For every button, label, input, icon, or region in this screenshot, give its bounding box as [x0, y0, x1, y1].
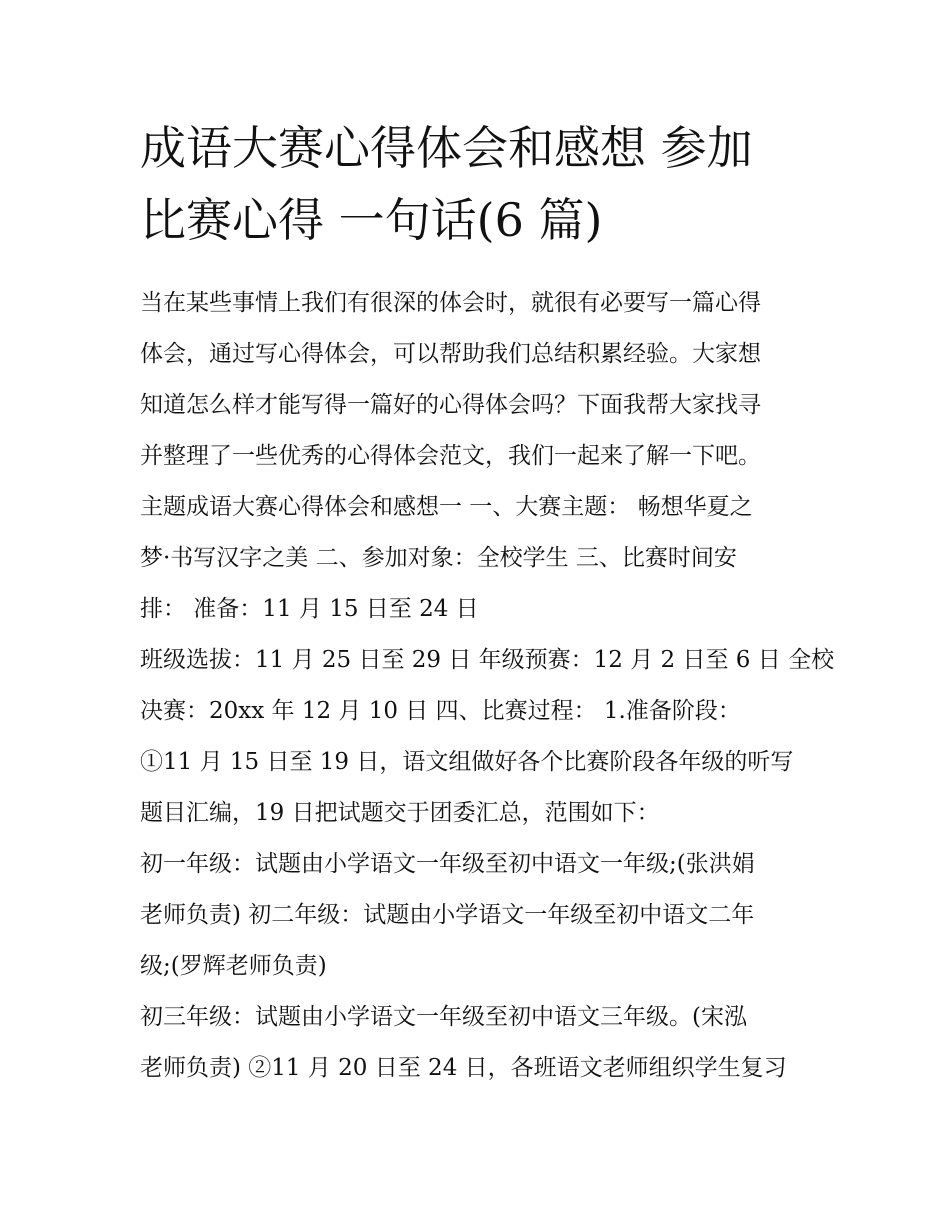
- body-line-13: 老师负责) 初二年级：试题由小学语文一年级至初中语文二年: [140, 902, 755, 928]
- body-line-1: 当在某些事情上我们有很深的体会时，就很有必要写一篇心得: [140, 290, 761, 316]
- body-line-9: 决赛：20xx 年 12 月 10 日 四、比赛过程： 1.准备阶段：: [140, 698, 741, 724]
- title-line-1: 成语大赛心得体会和感想 参加: [140, 121, 753, 175]
- body-line-7: 排： 准备：11 月 15 日至 24 日: [140, 596, 479, 622]
- document-title: [140, 112, 815, 256]
- body-line-12: 初一年级：试题由小学语文一年级至初中语文一年级;(张洪娟: [140, 851, 755, 877]
- document-body: [140, 278, 835, 1094]
- document-page: [140, 112, 835, 1094]
- body-line-11: 题目汇编，19 日把试题交于团委汇总，范围如下：: [140, 800, 660, 826]
- body-line-4: 并整理了一些优秀的心得体会范文，我们一起来了解一下吧。: [140, 443, 761, 469]
- body-line-14: 级;(罗辉老师负责): [140, 953, 327, 979]
- body-line-15: 初三年级：试题由小学语文一年级至初中语文三年级。(宋泓: [140, 1004, 747, 1030]
- body-line-6: 梦·书写汉字之美 二、参加对象：全校学生 三、比赛时间安: [140, 545, 737, 571]
- body-line-10: ①11 月 15 日至 19 日，语文组做好各个比赛阶段各年级的听写: [140, 749, 794, 775]
- body-line-8: 班级选拔：11 月 25 日至 29 日 年级预赛：12 月 2 日至 6 日 全校: [140, 647, 835, 673]
- body-line-5: 主题成语大赛心得体会和感想一 一、大赛主题： 畅想华夏之: [140, 494, 753, 520]
- title-line-2: 比赛心得 一句话(6 篇): [140, 193, 603, 247]
- body-line-16: 老师负责) ②11 月 20 日至 24 日，各班语文老师组织学生复习: [140, 1055, 787, 1081]
- body-line-3: 知道怎么样才能写得一篇好的心得体会吗？下面我帮大家找寻: [140, 392, 761, 418]
- body-line-2: 体会，通过写心得体会，可以帮助我们总结积累经验。大家想: [140, 341, 761, 367]
